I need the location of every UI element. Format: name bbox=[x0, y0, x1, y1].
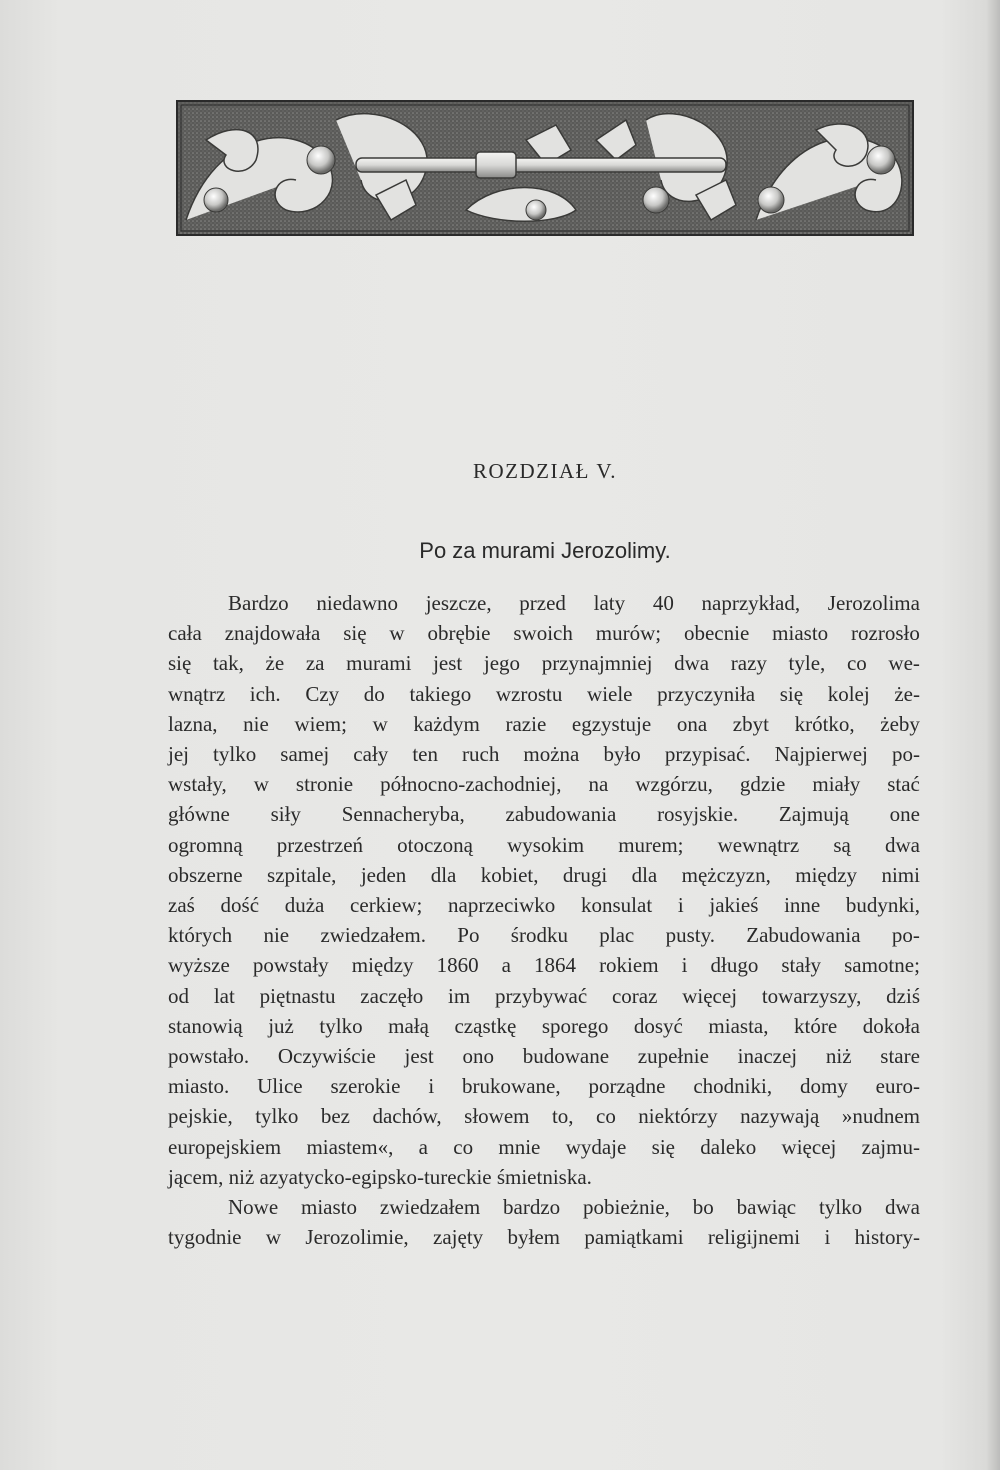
text-line: wstały, w stronie północno-zachodniej, na wzgórzu, gdzie miały stać bbox=[168, 772, 920, 797]
chapter-title: Po za murami Jerozolimy. bbox=[419, 538, 671, 563]
text-line: zaś dość duża cerkiew; naprzeciwko konsulat i jakieś inne budynki, bbox=[168, 893, 920, 917]
decorative-foliage-band-icon bbox=[176, 100, 914, 236]
text-line: jej tylko samej cały ten ruch można było przypisać. Najpierwej po- bbox=[168, 742, 920, 766]
text-line: się tak, że za murami jest jego przynajmniej dwa razy tyle, co we- bbox=[168, 651, 920, 676]
text-line: obszerne szpitale, jeden dla kobiet, drugi dla mężczyzn, między nimi bbox=[168, 862, 920, 887]
text-line: cała znajdowała się w obrębie swoich murów; obecnie miasto rozrosło bbox=[168, 621, 920, 646]
text-line: europejskiem miastem«, a co mnie wydaje się daleko więcej zajmu- bbox=[168, 1134, 920, 1159]
page-edge-shadow bbox=[986, 0, 1000, 1470]
text-line: pejskie, tylko bez dachów, słowem to, co niektórzy nazywają »nudnem bbox=[168, 1104, 920, 1129]
text-line: lazna, nie wiem; w każdym razie egzystuje ona zbyt krótko, żeby bbox=[168, 711, 920, 736]
text-line: wnątrz ich. Czy do takiego wzrostu wiele przyczyniła się kolej że- bbox=[168, 681, 920, 706]
text-line: powstało. Oczywiście jest ono budowane zupełnie inaczej niż stare bbox=[168, 1044, 920, 1068]
text-line: główne siły Sennacheryba, zabudowania rosyjskie. Zajmują one bbox=[168, 802, 920, 827]
text-line: Nowe miasto zwiedzałem bardzo pobieżnie, bo bawiąc tylko dwa bbox=[228, 1195, 920, 1219]
text-line: Bardzo niedawno jeszcze, przed laty 40 naprzykład, Jerozolima bbox=[228, 591, 920, 615]
text-line: miasto. Ulice szerokie i brukowane, porządne chodniki, domy euro- bbox=[168, 1074, 920, 1099]
text-line: wyższe powstały między 1860 a 1864 rokiem i długo stały samotne; bbox=[168, 953, 920, 978]
chapter-heading: ROZDZIAŁ V. bbox=[472, 459, 618, 483]
text-line: od lat piętnastu zaczęło im przybywać coraz więcej towarzyszy, dziś bbox=[168, 983, 920, 1008]
text-line: tygodnie w Jerozolimie, zajęty byłem pamiątkami religijnemi i history- bbox=[168, 1225, 920, 1250]
text-line: ogromną przestrzeń otoczoną wysokim murem; wewnątrz są dwa bbox=[168, 832, 920, 857]
text-line: stanowią już tylko małą cząstkę sporego dosyć miasta, które dokoła bbox=[168, 1013, 920, 1038]
text-line: jącem, niż azyatycko-egipsko-tureckie śmietniska. bbox=[168, 1164, 592, 1189]
text-line: których nie zwiedzałem. Po środku plac pusty. Zabudowania po- bbox=[168, 923, 920, 948]
